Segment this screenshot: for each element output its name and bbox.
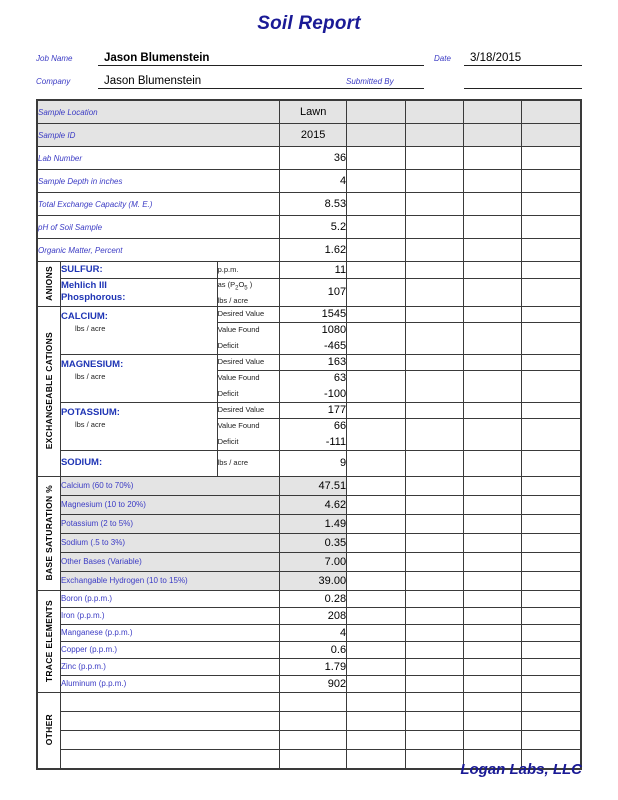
row-value-col4[interactable] <box>464 386 522 402</box>
row-label: Other Bases (Variable) <box>60 552 279 571</box>
row-label[interactable] <box>60 730 279 749</box>
row-value-col1[interactable]: 4 <box>280 170 347 193</box>
row-value-col4[interactable] <box>464 147 522 170</box>
table-row <box>38 571 581 590</box>
row-value-col1[interactable]: 0.6 <box>280 641 347 658</box>
table-row <box>38 658 581 675</box>
row-value-col4[interactable] <box>464 124 522 147</box>
row-value-col3[interactable] <box>405 279 463 307</box>
row-value-col5[interactable] <box>522 193 581 216</box>
row-value-col3[interactable] <box>405 193 463 216</box>
table-row <box>38 216 581 239</box>
row-value-col5[interactable] <box>522 624 581 641</box>
calcium-sub-desired: Desired Value <box>217 306 280 322</box>
row-value-col1[interactable]: 47.51 <box>280 476 347 495</box>
row-value-col3[interactable] <box>405 533 463 552</box>
row-value-col2[interactable] <box>347 418 405 434</box>
row-value-col5[interactable] <box>522 571 581 590</box>
row-value-col2[interactable] <box>347 370 405 386</box>
row-value-col2[interactable] <box>347 306 405 322</box>
magnesium-sub-found: Value Found <box>217 370 280 386</box>
row-label: Boron (p.p.m.) <box>60 590 279 607</box>
row-value-col4[interactable] <box>464 370 522 386</box>
cation-name-sodium: SODIUM: <box>60 450 217 476</box>
spacer-label <box>424 86 464 89</box>
row-value-col3[interactable] <box>405 711 463 730</box>
row-value-col5[interactable] <box>522 692 581 711</box>
row-value-col1[interactable]: 0.28 <box>280 590 347 607</box>
cation-name-magnesium <box>60 354 217 402</box>
row-value-col4[interactable] <box>464 402 522 418</box>
row-value-col2[interactable] <box>347 624 405 641</box>
potassium-sub-deficit: Deficit <box>217 434 280 450</box>
row-value-col1[interactable]: 0.35 <box>280 533 347 552</box>
anion-name-sulfur: SULFUR: <box>60 262 217 279</box>
table-row <box>38 124 581 147</box>
row-value-col2[interactable] <box>347 193 405 216</box>
row-value-col4[interactable] <box>464 590 522 607</box>
row-value-col5[interactable] <box>522 239 581 262</box>
row-label: Total Exchange Capacity (M. E.) <box>38 193 280 216</box>
calcium-unit: lbs / acre <box>74 323 106 333</box>
row-value-col5[interactable] <box>522 216 581 239</box>
table-row <box>38 170 581 193</box>
row-value-col3[interactable] <box>405 675 463 692</box>
row-value-col4[interactable] <box>464 675 522 692</box>
row-value-col1[interactable]: 2015 <box>280 124 347 147</box>
company-value: Jason Blumenstein <box>104 75 202 87</box>
row-value-col5[interactable] <box>522 338 581 354</box>
row-value-col2[interactable] <box>347 476 405 495</box>
row-value-col1[interactable]: 1.49 <box>280 514 347 533</box>
row-value-col4[interactable] <box>464 711 522 730</box>
row-value-col4[interactable] <box>464 418 522 434</box>
table-row <box>38 239 581 262</box>
row-value-col4[interactable] <box>464 641 522 658</box>
row-label[interactable] <box>60 711 279 730</box>
row-value-col3[interactable] <box>405 402 463 418</box>
row-label: Organic Matter, Percent <box>38 239 280 262</box>
row-value-col4[interactable] <box>464 552 522 571</box>
table-row <box>38 607 581 624</box>
row-value-col5[interactable] <box>522 590 581 607</box>
row-value-col5[interactable] <box>522 279 581 307</box>
company-field[interactable] <box>98 70 424 89</box>
table-row <box>38 476 581 495</box>
row-value-col1[interactable] <box>280 749 347 768</box>
row-value-col1[interactable]: 8.53 <box>280 193 347 216</box>
row-value-col2[interactable] <box>347 386 405 402</box>
row-label: Aluminum (p.p.m.) <box>60 675 279 692</box>
row-label: Copper (p.p.m.) <box>60 641 279 658</box>
table-body <box>38 101 581 769</box>
calcium-label: CALCIUM: <box>60 310 108 322</box>
table-row-potassium-desired <box>38 402 581 418</box>
row-value-col2[interactable] <box>347 322 405 338</box>
row-value-col4[interactable] <box>464 338 522 354</box>
row-value-col2[interactable] <box>347 147 405 170</box>
table-row <box>38 730 581 749</box>
row-value-col3[interactable] <box>405 338 463 354</box>
potassium-unit: lbs / acre <box>74 419 106 429</box>
row-value-col5[interactable] <box>522 675 581 692</box>
anion-unit-sulfur: p.p.m. <box>217 262 280 279</box>
row-value-col4[interactable] <box>464 692 522 711</box>
row-value-col3[interactable] <box>405 571 463 590</box>
row-value-col3[interactable] <box>405 692 463 711</box>
row-value-col3[interactable] <box>405 552 463 571</box>
job-name-row <box>36 43 582 66</box>
row-value-col5[interactable] <box>522 170 581 193</box>
row-value-col3[interactable] <box>405 495 463 514</box>
band-label-trace-elements: TRACE ELEMENTS <box>38 590 61 692</box>
row-label[interactable] <box>60 749 279 768</box>
row-value-col4[interactable] <box>464 262 522 279</box>
table-row <box>38 552 581 571</box>
row-value-col5[interactable] <box>522 552 581 571</box>
row-value-col2[interactable] <box>347 495 405 514</box>
table-row <box>38 590 581 607</box>
row-value-col2[interactable] <box>347 533 405 552</box>
row-value-col1[interactable]: 1545 <box>280 306 347 322</box>
row-value-col2[interactable] <box>347 692 405 711</box>
row-value-col1[interactable]: 4.62 <box>280 495 347 514</box>
row-value-col5[interactable] <box>522 641 581 658</box>
row-value-col1[interactable]: 902 <box>280 675 347 692</box>
magnesium-label: MAGNESIUM: <box>60 358 124 370</box>
table-row <box>38 514 581 533</box>
row-value-col5[interactable] <box>522 370 581 386</box>
row-value-col2[interactable] <box>347 354 405 370</box>
sodium-unit: lbs / acre <box>217 450 280 476</box>
row-value-col5[interactable] <box>522 495 581 514</box>
row-value-col4[interactable] <box>464 495 522 514</box>
row-value-col3[interactable] <box>405 624 463 641</box>
row-value-col5[interactable] <box>522 514 581 533</box>
row-value-col2[interactable] <box>347 434 405 450</box>
page-title: Soil Report <box>257 13 361 34</box>
magnesium-sub-deficit: Deficit <box>217 386 280 402</box>
row-value-col3[interactable] <box>405 216 463 239</box>
table-row <box>38 495 581 514</box>
row-label: Sodium (.5 to 3%) <box>60 533 279 552</box>
table-row <box>38 641 581 658</box>
phosphorous-unit-line2: lbs / acre <box>217 295 249 305</box>
row-value-col5[interactable] <box>522 306 581 322</box>
row-value-col2[interactable] <box>347 170 405 193</box>
table-row <box>38 533 581 552</box>
table-row <box>38 147 581 170</box>
date-value: 3/18/2015 <box>470 52 522 64</box>
row-value-col2[interactable] <box>347 571 405 590</box>
row-value-col3[interactable] <box>405 514 463 533</box>
row-value-col1[interactable]: -111 <box>280 434 347 450</box>
table-row-phosphorous <box>38 279 581 307</box>
table-row <box>38 692 581 711</box>
row-value-col5[interactable] <box>522 124 581 147</box>
row-value-col5[interactable] <box>522 147 581 170</box>
soil-data-table-wrapper <box>36 99 582 770</box>
table-row <box>38 101 581 124</box>
row-value-col2[interactable] <box>347 279 405 307</box>
soil-data-table <box>37 100 581 769</box>
row-value-col2[interactable] <box>347 607 405 624</box>
row-value-col5[interactable] <box>522 418 581 434</box>
row-value-col5[interactable] <box>522 607 581 624</box>
table-row <box>38 675 581 692</box>
row-value-col3[interactable] <box>405 730 463 749</box>
row-value-col4[interactable] <box>464 216 522 239</box>
row-value-col3[interactable] <box>405 306 463 322</box>
phosphorous-line-2: Phosphorous: <box>60 292 126 304</box>
magnesium-sub-desired: Desired Value <box>217 354 280 370</box>
row-value-col5[interactable] <box>522 354 581 370</box>
row-value-col1[interactable]: Lawn <box>280 101 347 124</box>
row-label: Sample Location <box>38 101 280 124</box>
row-value-col5[interactable] <box>522 322 581 338</box>
row-label: Iron (p.p.m.) <box>60 607 279 624</box>
row-value-col5[interactable] <box>522 101 581 124</box>
row-value-col1[interactable] <box>280 711 347 730</box>
row-value-col1[interactable]: 107 <box>280 279 347 307</box>
row-value-col3[interactable] <box>405 101 463 124</box>
row-value-col3[interactable] <box>405 450 463 476</box>
row-value-col3[interactable] <box>405 354 463 370</box>
potassium-label: POTASSIUM: <box>60 406 120 418</box>
row-value-col3[interactable] <box>405 590 463 607</box>
row-label: pH of Soil Sample <box>38 216 280 239</box>
row-value-col3[interactable] <box>405 124 463 147</box>
row-value-col2[interactable] <box>347 216 405 239</box>
table-row-magnesium-desired <box>38 354 581 370</box>
row-value-col3[interactable] <box>405 434 463 450</box>
table-row-sodium <box>38 450 581 476</box>
potassium-sub-found: Value Found <box>217 418 280 434</box>
row-value-col1[interactable] <box>280 730 347 749</box>
table-row <box>38 624 581 641</box>
row-value-col4[interactable] <box>464 533 522 552</box>
row-value-col3[interactable] <box>405 658 463 675</box>
row-value-col3[interactable] <box>405 641 463 658</box>
submitted-by-field[interactable] <box>464 70 582 89</box>
row-value-col5[interactable] <box>522 730 581 749</box>
row-value-col5[interactable] <box>522 476 581 495</box>
date-field[interactable] <box>464 47 582 66</box>
submitted-by-label: Submitted By <box>346 77 394 86</box>
row-value-col4[interactable] <box>464 101 522 124</box>
row-value-col3[interactable] <box>405 370 463 386</box>
row-value-col2[interactable] <box>347 450 405 476</box>
row-value-col1[interactable]: 66 <box>280 418 347 434</box>
row-value-col3[interactable] <box>405 607 463 624</box>
row-value-col1[interactable] <box>280 692 347 711</box>
row-value-col1[interactable]: 11 <box>280 262 347 279</box>
band-label-exchangeable-cations: EXCHANGEABLE CATIONS <box>38 306 61 476</box>
row-label: Manganese (p.p.m.) <box>60 624 279 641</box>
row-label: Exchangable Hydrogen (10 to 15%) <box>60 571 279 590</box>
row-value-col5[interactable] <box>522 533 581 552</box>
date-label: Date <box>434 54 451 63</box>
row-label: Sample ID <box>38 124 280 147</box>
row-value-col4[interactable] <box>464 514 522 533</box>
phosphorous-formula: as ($P_2O_5$ ) <box>217 280 253 292</box>
row-value-col1[interactable]: 1.79 <box>280 658 347 675</box>
row-value-col5[interactable] <box>522 402 581 418</box>
job-name-value: Jason Blumenstein <box>104 52 210 64</box>
row-value-col4[interactable] <box>464 279 522 307</box>
magnesium-unit: lbs / acre <box>74 371 106 381</box>
job-name-field[interactable] <box>98 47 424 66</box>
row-value-col2[interactable] <box>347 338 405 354</box>
row-value-col1[interactable]: 5.2 <box>280 216 347 239</box>
row-value-col2[interactable] <box>347 124 405 147</box>
row-value-col1[interactable]: 36 <box>280 147 347 170</box>
row-value-col2[interactable] <box>347 749 405 768</box>
row-value-col2[interactable] <box>347 402 405 418</box>
table-row <box>38 711 581 730</box>
job-name-label: Job Name <box>36 54 73 63</box>
row-value-col2[interactable] <box>347 514 405 533</box>
anion-unit-phosphorous <box>217 279 280 307</box>
row-value-col1[interactable]: 9 <box>280 450 347 476</box>
row-value-col4[interactable] <box>464 450 522 476</box>
table-row <box>38 193 581 216</box>
row-value-col1[interactable]: 208 <box>280 607 347 624</box>
row-value-col5[interactable] <box>522 262 581 279</box>
row-value-col5[interactable] <box>522 434 581 450</box>
cation-name-calcium <box>60 306 217 354</box>
band-label-anions: ANIONS <box>38 262 61 307</box>
row-value-col2[interactable] <box>347 552 405 571</box>
row-value-col4[interactable] <box>464 571 522 590</box>
phosphorous-line-1: Mehlich III <box>60 280 107 292</box>
header-fields <box>36 43 582 89</box>
row-label: Magnesium (10 to 20%) <box>60 495 279 514</box>
row-value-col2[interactable] <box>347 675 405 692</box>
row-value-col2[interactable] <box>347 730 405 749</box>
row-value-col4[interactable] <box>464 239 522 262</box>
row-value-col5[interactable] <box>522 386 581 402</box>
company-row <box>36 66 582 89</box>
row-value-col1[interactable]: 7.00 <box>280 552 347 571</box>
table-row-calcium-desired <box>38 306 581 322</box>
row-value-col2[interactable] <box>347 101 405 124</box>
row-value-col3[interactable] <box>405 418 463 434</box>
row-label: Lab Number <box>38 147 280 170</box>
row-value-col3[interactable] <box>405 170 463 193</box>
row-value-col2[interactable] <box>347 262 405 279</box>
calcium-sub-deficit: Deficit <box>217 338 280 354</box>
row-value-col5[interactable] <box>522 711 581 730</box>
row-label: Sample Depth in inches <box>38 170 280 193</box>
row-value-col2[interactable] <box>347 239 405 262</box>
row-value-col2[interactable] <box>347 641 405 658</box>
row-value-col4[interactable] <box>464 434 522 450</box>
row-value-col1[interactable]: 1.62 <box>280 239 347 262</box>
row-value-col1[interactable]: 4 <box>280 624 347 641</box>
row-value-col4[interactable] <box>464 476 522 495</box>
row-value-col1[interactable]: 1080 <box>280 322 347 338</box>
lab-name-footer: Logan Labs, LLC <box>460 761 582 778</box>
row-value-col2[interactable] <box>347 590 405 607</box>
row-value-col1[interactable]: 39.00 <box>280 571 347 590</box>
potassium-sub-desired: Desired Value <box>217 402 280 418</box>
row-value-col2[interactable] <box>347 711 405 730</box>
row-label: Zinc (p.p.m.) <box>60 658 279 675</box>
row-value-col1[interactable]: 63 <box>280 370 347 386</box>
table-row-sulfur <box>38 262 581 279</box>
cation-name-potassium <box>60 402 217 450</box>
row-label: Potassium (2 to 5%) <box>60 514 279 533</box>
row-value-col3[interactable] <box>405 476 463 495</box>
row-value-col1[interactable]: 163 <box>280 354 347 370</box>
calcium-sub-found: Value Found <box>217 322 280 338</box>
row-value-col3[interactable] <box>405 322 463 338</box>
row-value-col1[interactable]: 177 <box>280 402 347 418</box>
row-value-col1[interactable]: -465 <box>280 338 347 354</box>
company-label: Company <box>36 77 71 86</box>
row-label: Calcium (60 to 70%) <box>60 476 279 495</box>
row-value-col4[interactable] <box>464 607 522 624</box>
row-value-col4[interactable] <box>464 624 522 641</box>
row-label[interactable] <box>60 692 279 711</box>
row-value-col4[interactable] <box>464 322 522 338</box>
row-value-col5[interactable] <box>522 658 581 675</box>
row-value-col4[interactable] <box>464 306 522 322</box>
anion-name-phosphorous <box>60 279 217 307</box>
row-value-col3[interactable] <box>405 262 463 279</box>
row-value-col3[interactable] <box>405 749 463 768</box>
row-value-col3[interactable] <box>405 386 463 402</box>
row-value-col1[interactable]: -100 <box>280 386 347 402</box>
row-value-col4[interactable] <box>464 193 522 216</box>
band-label-other: OTHER <box>38 692 61 768</box>
row-value-col4[interactable] <box>464 730 522 749</box>
row-value-col4[interactable] <box>464 354 522 370</box>
row-value-col5[interactable] <box>522 450 581 476</box>
row-value-col3[interactable] <box>405 147 463 170</box>
row-value-col2[interactable] <box>347 658 405 675</box>
row-value-col3[interactable] <box>405 239 463 262</box>
row-value-col4[interactable] <box>464 658 522 675</box>
band-label-base-saturation: BASE SATURATION % <box>38 476 61 590</box>
row-value-col4[interactable] <box>464 170 522 193</box>
